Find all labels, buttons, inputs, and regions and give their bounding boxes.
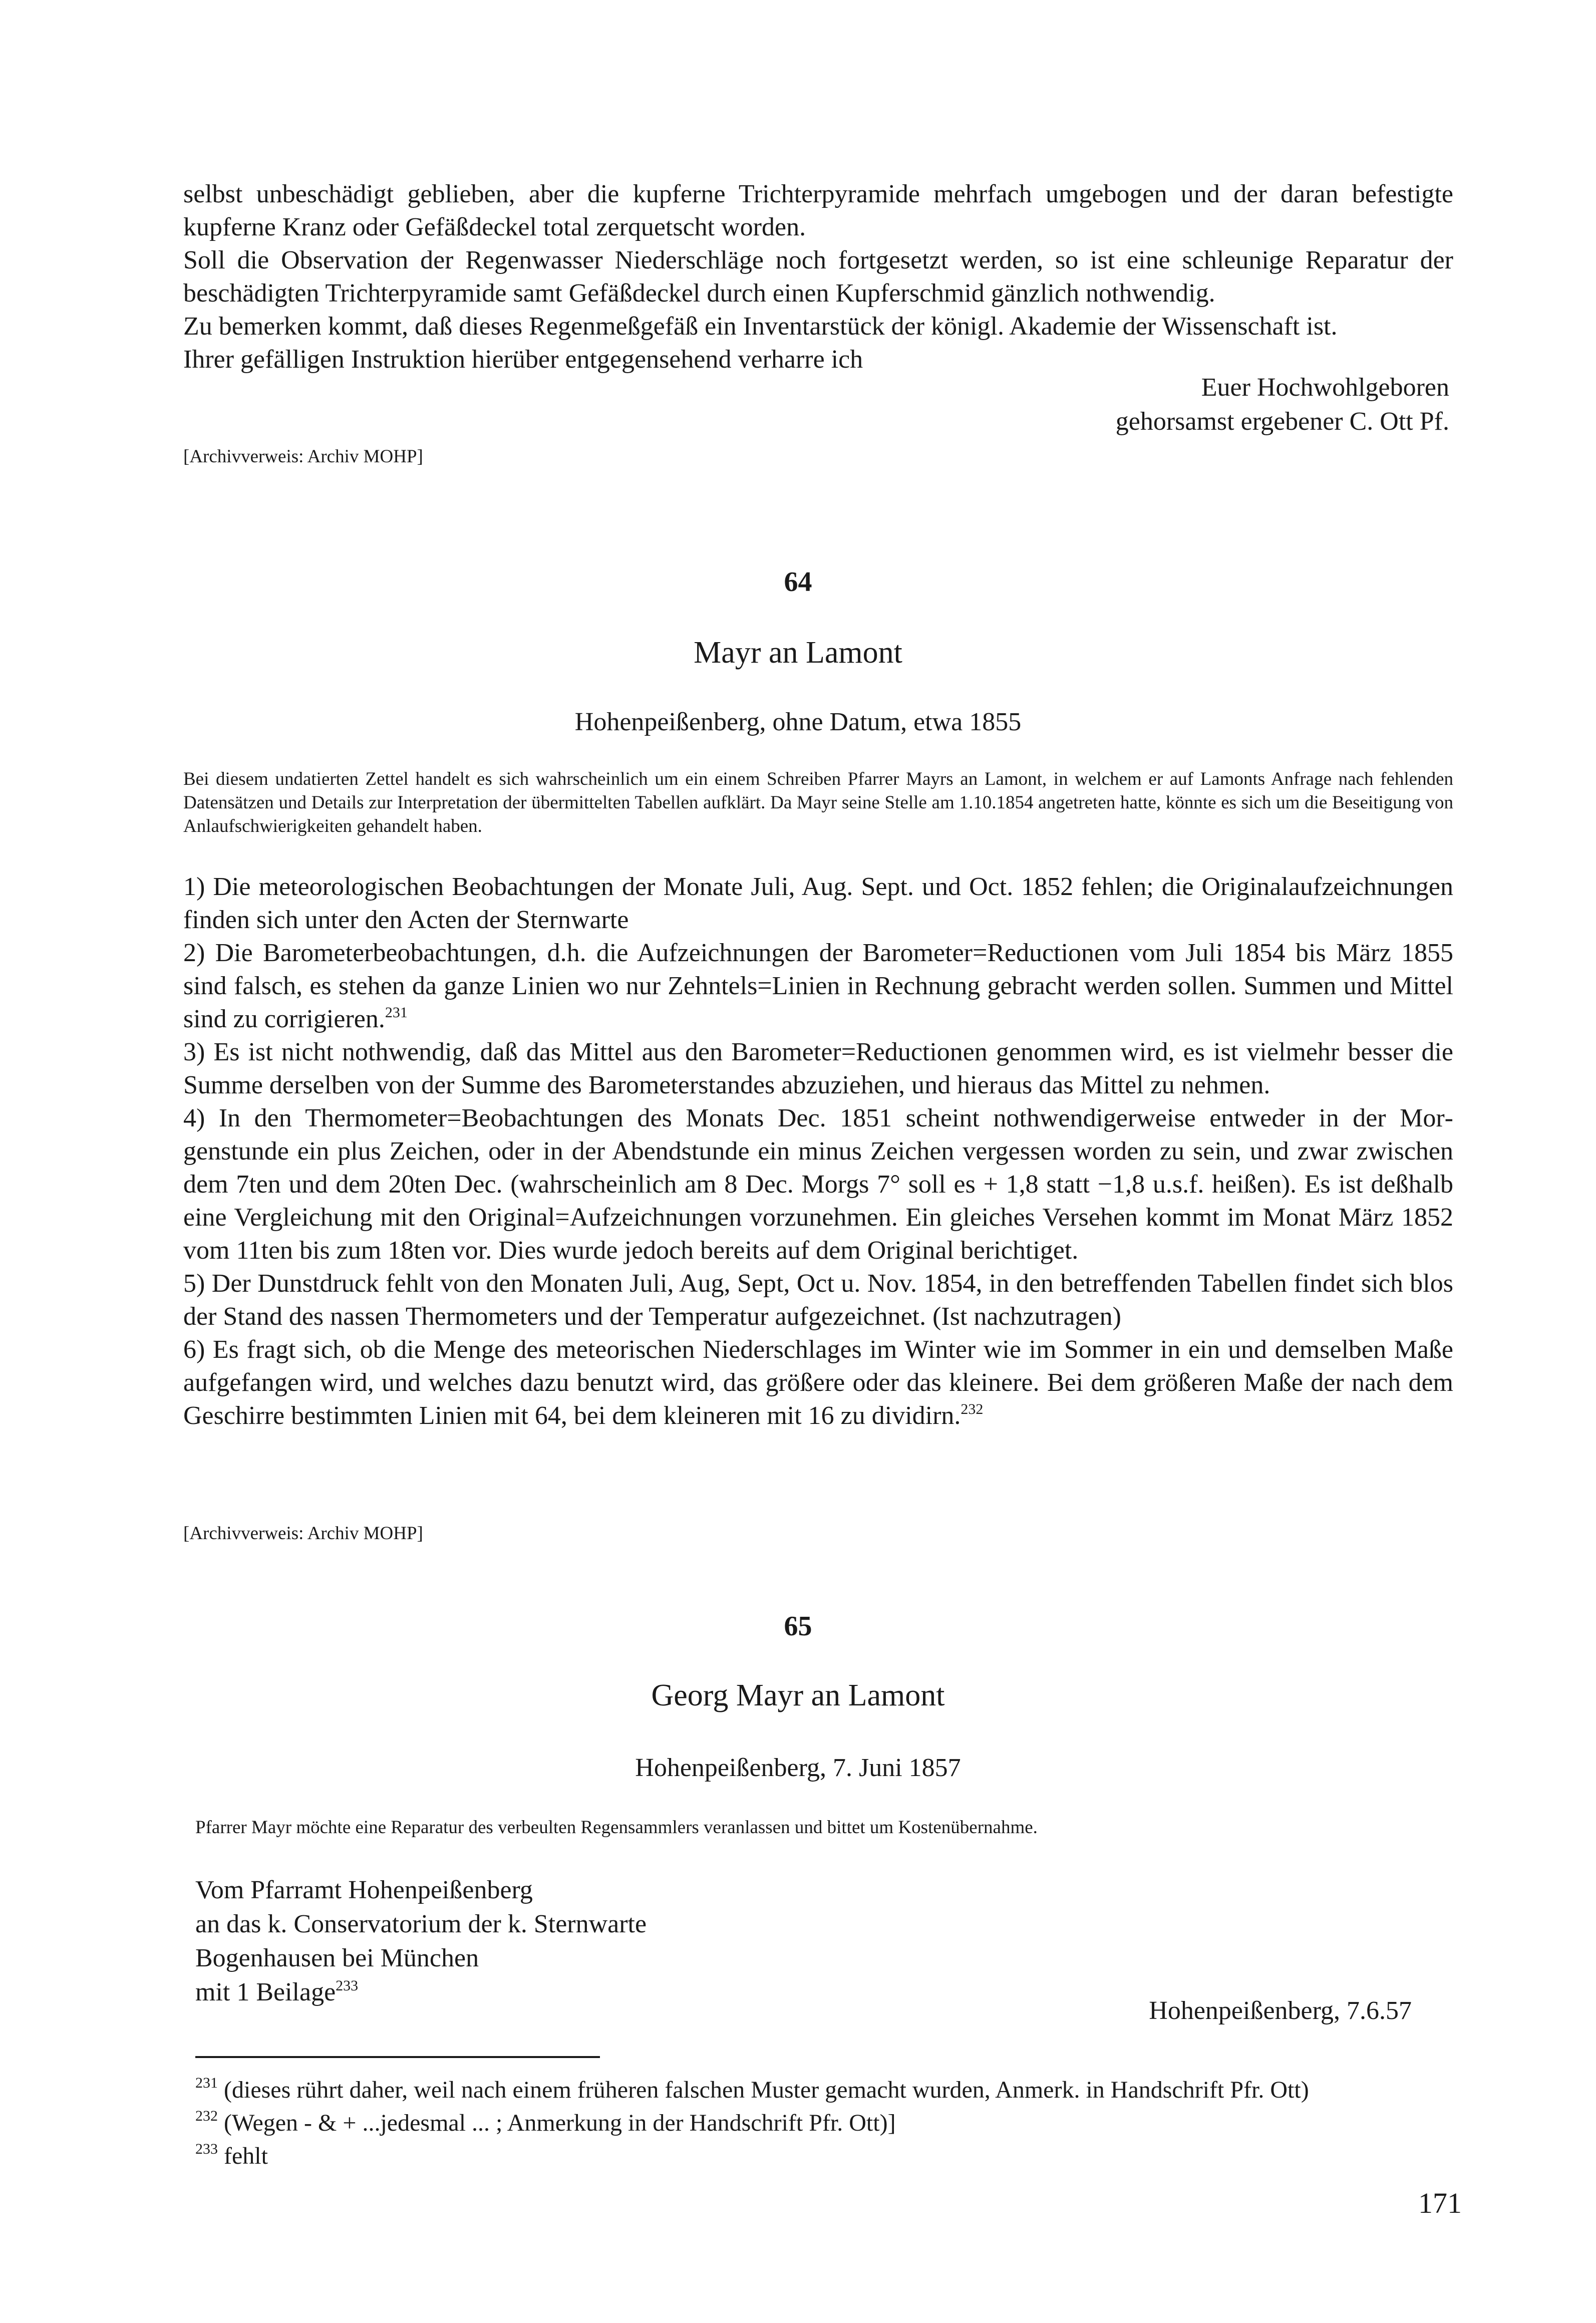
list-item: 3) Es ist nicht nothwendig, daß das Mittel aus den Barometer=Reductionen genommen wird, es ist vielmehr besser die Summe derselben von der Summe des Barometerstandes abzuziehen, und hieraus das Mittel zu nehmen. bbox=[183, 1038, 1453, 1099]
list-item bbox=[183, 1333, 1453, 1432]
list-item-text: 2) Die Barometerbeobachtungen, d.h. die Aufzeichnungen der Barometer=Reductionen vom Juli 1854 bis März 1855 sind falsch, es stehen da ganze Linien wo nur Zehntels=Linien in Rechnung gebracht werden sollen. Summen und Mittel sind zu corrigieren. bbox=[183, 939, 1453, 1033]
letter-abstract: Pfarrer Mayr möchte eine Reparatur des verbeulten Regensammlers veranlassen und bittet um Kostenübernahme. bbox=[195, 1817, 1038, 1838]
address-line: an das k. Conservatorium der k. Sternwarte bbox=[195, 1910, 647, 1938]
archive-reference: [Archivverweis: Archiv MOHP] bbox=[183, 1523, 423, 1544]
footnote-number: 231 bbox=[195, 2075, 218, 2091]
address-line bbox=[195, 1975, 647, 2009]
list-item: 5) Der Dunstdruck fehlt von den Monaten Juli, Aug, Sept, Oct u. Nov. 1854, in den betreffenden Tabellen findet sich blos der Stand des nassen Thermometers und der Temperatur aufgezeichnet. (Ist nachzutragen) bbox=[183, 1269, 1453, 1331]
letter-number: 65 bbox=[784, 1611, 812, 1642]
letter-place-date: Hohenpeißenberg, ohne Datum, etwa 1855 bbox=[574, 708, 1022, 736]
footnote-mark: 231 bbox=[385, 1004, 408, 1021]
letter-address bbox=[195, 1873, 647, 2009]
letter-abstract: Bei diesem undatierten Zettel handelt es sich wahrscheinlich um ein einem Schreiben Pfarrer Mayrs an Lamont, in welchem er auf Lamonts Anfrage nach fehlenden Datensätzen und Details zur Interpretation der übermittelten Tabellen aufklärt. Da Mayr seine Stelle am 1.10.1854 angetreten hatte, könnte es sich um die Beseitigung von Anlaufschwierigkeiten gehandelt haben. bbox=[183, 769, 1453, 836]
footnote-rule bbox=[195, 2056, 600, 2058]
closing-salutation: Euer Hochwohlgeboren bbox=[1201, 373, 1449, 402]
footnote bbox=[195, 2140, 1309, 2173]
letter-place-date: Hohenpeißenberg, 7. Juni 1857 bbox=[635, 1754, 961, 1782]
letter64-body bbox=[183, 870, 1453, 1432]
address-line-text: mit 1 Beilage bbox=[195, 1978, 336, 2006]
footnote bbox=[195, 2107, 1309, 2140]
address-line: Vom Pfarramt Hohenpeißenberg bbox=[195, 1876, 533, 1904]
paragraph: Soll die Observation der Regenwasser Niederschläge noch fortgesetzt werden, so ist eine schleunige Reparatur der beschädigten Trichterpyramide samt Gefäßdeckel durch einen Kupferschmid gänzlich nothwendig. bbox=[183, 246, 1453, 308]
footnote-number: 233 bbox=[195, 2141, 218, 2157]
letter-title: Mayr an Lamont bbox=[694, 636, 902, 670]
paragraph: Zu bemerken kommt, daß dieses Regenmeßgefäß ein Inventarstück der königl. Akademie der Wissenschaft ist. bbox=[183, 312, 1338, 341]
footnote-mark: 233 bbox=[336, 1977, 359, 1994]
letter-number: 64 bbox=[784, 566, 812, 598]
address-line: Bogenhausen bei München bbox=[195, 1944, 479, 1972]
footnote-number: 232 bbox=[195, 2108, 218, 2124]
footnote bbox=[195, 2074, 1309, 2107]
list-item: 4) In den Thermometer=Beobachtungen des Monats Dec. 1851 scheint nothwendigerweise entweder in der Morgenstunde ein plus Zeichen, oder in der Abendstunde ein minus Zeichen vergessen worden zu sein, und zwar zwischen dem 7ten und dem 20ten Dec. (wahrscheinlich am 8 Dec. Morgs 7° soll es + 1,8 statt −1,8 u.s.f. heißen). Es ist deßhalb eine Vergleichung mit den Original=Aufzeichnungen vorzunehmen. Ein gleiches Versehen kommt im Monat März 1852 vom 11ten bis zum 18ten vor. Dies wurde jedoch bereits auf dem Original berichtiget. bbox=[183, 1104, 1453, 1265]
archive-reference: [Archivverweis: Archiv MOHP] bbox=[183, 446, 423, 467]
footnote-mark: 232 bbox=[961, 1401, 984, 1417]
paragraph: Ihrer gefälligen Instruktion hierüber entgegensehend verharre ich bbox=[183, 345, 863, 374]
closing-signature bbox=[1116, 371, 1449, 439]
list-item bbox=[183, 937, 1453, 1036]
list-item-text: 6) Es fragt sich, ob die Menge des meteorischen Niederschlages im Winter wie im Sommer in ein und demselben Maße aufgefangen wird, und welches dazu benutzt wird, das größere oder das kleinere. Bei dem größeren Maße der nach dem Geschirre bestimmten Linien mit 64, bei dem kleineren mit 16 zu dividirn. bbox=[183, 1335, 1453, 1430]
signature: gehorsamst ergebener C. Ott Pf. bbox=[1115, 407, 1449, 436]
letter63-body bbox=[183, 178, 1453, 376]
footnote-text: (dieses rührt daher, weil nach einem früheren falschen Muster gemacht wurden, Anmerk. in Handschrift Pfr. Ott) bbox=[224, 2077, 1309, 2103]
footnotes bbox=[195, 2074, 1309, 2173]
letter-date: Hohenpeißenberg, 7.6.57 bbox=[1149, 1996, 1412, 2025]
paragraph: selbst unbeschädigt geblieben, aber die kupferne Trichterpyramide mehrfach umgebogen und der daran befestigte kupferne Kranz oder Gefäßdeckel total zerquetscht worden. bbox=[183, 180, 1453, 241]
footnote-text: (Wegen - & + ...jedesmal ... ; Anmerkung in der Handschrift Pfr. Ott)] bbox=[224, 2110, 896, 2136]
list-item: 1) Die meteorologischen Beobachtungen der Monate Juli, Aug. Sept. und Oct. 1852 fehlen; die Originalaufzeichnungen finden sich unter den Acten der Sternwarte bbox=[183, 873, 1453, 934]
page-number: 171 bbox=[1418, 2187, 1462, 2219]
footnote-text: fehlt bbox=[224, 2143, 268, 2169]
letter-title: Georg Mayr an Lamont bbox=[651, 1678, 945, 1712]
